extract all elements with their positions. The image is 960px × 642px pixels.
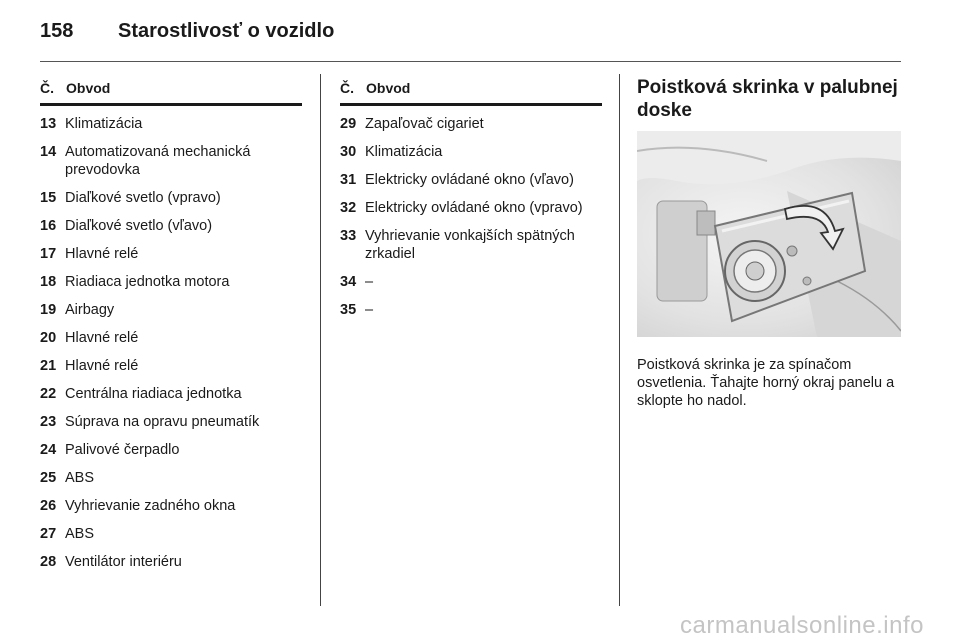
fuse-number: 32: [340, 200, 357, 216]
table-header: [40, 80, 302, 100]
fuse-number: 24: [40, 442, 57, 458]
page-header: [40, 12, 901, 54]
fuse-number: 29: [340, 116, 357, 132]
table-row: [340, 199, 602, 217]
fuse-number: 13: [40, 116, 57, 132]
fuse-circuit: Riadiaca jednotka motora: [65, 274, 230, 290]
table-row: [40, 441, 302, 459]
fuse-circuit: Elektricky ovládané okno (vpravo): [365, 200, 583, 216]
fuse-table-left: [40, 80, 302, 581]
page-title: Starostlivosť o vozidlo: [118, 20, 335, 42]
fuse-circuit: Klimatizácia: [65, 116, 143, 132]
table-row: [340, 143, 602, 161]
fuse-table-right: [340, 80, 602, 329]
table-body: [40, 115, 302, 571]
fuse-number: 18: [40, 274, 57, 290]
table-header-rule: [40, 103, 302, 106]
page-number: 158: [40, 20, 74, 42]
fuse-number: 34: [340, 274, 357, 290]
table-row: [40, 301, 302, 319]
fuse-circuit: Airbagy: [65, 302, 115, 318]
table-row: [340, 115, 602, 133]
table-row: [40, 273, 302, 291]
column-header-number: Č.: [340, 80, 354, 96]
column-header-number: Č.: [40, 80, 54, 96]
fuse-circuit: ABS: [65, 470, 95, 486]
fuse-circuit: Elektricky ovládané okno (vľavo): [365, 172, 574, 188]
section-body-text: Poistková skrinka je za spínačom osvetlenia. Ťahajte horný okraj panelu a sklopte ho nadol.: [637, 357, 895, 409]
table-row: [40, 413, 302, 431]
watermark-text: carmanualsonline.info: [680, 612, 924, 639]
table-row: [40, 469, 302, 487]
table-body: [340, 115, 602, 319]
fuse-circuit: Vyhrievanie zadného okna: [65, 498, 236, 514]
column-header-circuit: Obvod: [366, 80, 411, 96]
fuse-circuit: Hlavné relé: [65, 358, 139, 374]
fuse-circuit: Súprava na opravu pneumatík: [65, 414, 260, 430]
table-row: [340, 273, 602, 291]
fuse-box-photo: [637, 131, 901, 337]
fuse-circuit: Klimatizácia: [365, 144, 443, 160]
table-row: [40, 329, 302, 347]
fuse-circuit: Centrálna riadiaca jednotka: [65, 386, 242, 402]
fuse-circuit: Diaľkové svetlo (vpravo): [65, 190, 221, 206]
fuse-circuit: Vyhrievanie vonkajších spätných zrkadiel: [365, 228, 575, 262]
table-header: [340, 80, 602, 100]
fuse-number: 19: [40, 302, 57, 318]
table-row: [40, 189, 302, 207]
fuse-circuit: Diaľkové svetlo (vľavo): [65, 218, 213, 234]
fuse-circuit: –: [365, 274, 374, 290]
fuse-number: 30: [340, 144, 357, 160]
fuse-circuit: ABS: [65, 526, 95, 542]
fuse-number: 31: [340, 172, 357, 188]
fuse-number: 20: [40, 330, 57, 346]
fuse-circuit: Hlavné relé: [65, 330, 139, 346]
fuse-number: 28: [40, 554, 57, 570]
table-row: [340, 171, 602, 189]
header-divider: [40, 61, 901, 62]
fuse-number: 15: [40, 190, 57, 206]
fuse-circuit: Hlavné relé: [65, 246, 139, 262]
table-header-rule: [340, 103, 602, 106]
fuse-number: 26: [40, 498, 57, 514]
fuse-circuit: Automatizovaná mechanická prevodovka: [65, 144, 251, 178]
fuse-number: 16: [40, 218, 57, 234]
table-row: [40, 245, 302, 263]
table-row: [340, 301, 602, 319]
column-header-circuit: Obvod: [66, 80, 111, 96]
fuse-number: 21: [40, 358, 57, 374]
fuse-circuit: Ventilátor interiéru: [65, 554, 182, 570]
table-row: [40, 115, 302, 133]
table-row: [40, 357, 302, 375]
fuse-box-illustration: [637, 131, 901, 337]
fuse-number: 35: [340, 302, 357, 318]
column-divider: [619, 74, 620, 606]
fuse-circuit: Palivové čerpadlo: [65, 442, 180, 458]
fuse-number: 14: [40, 144, 57, 160]
fuse-number: 33: [340, 228, 357, 244]
column-divider: [320, 74, 321, 606]
fuse-number: 27: [40, 526, 57, 542]
fuse-circuit: –: [365, 302, 374, 318]
fuse-number: 23: [40, 414, 57, 430]
table-row: [40, 385, 302, 403]
section-title: Poistková skrinka v palubnej doske: [637, 77, 898, 121]
table-row: [40, 553, 302, 571]
table-row: [40, 143, 302, 179]
table-row: [40, 525, 302, 543]
table-row: [340, 227, 602, 263]
fuse-circuit: Zapaľovač cigariet: [365, 116, 484, 132]
fuse-number: 22: [40, 386, 57, 402]
fuse-number: 17: [40, 246, 57, 262]
table-row: [40, 217, 302, 235]
table-row: [40, 497, 302, 515]
fuse-number: 25: [40, 470, 57, 486]
